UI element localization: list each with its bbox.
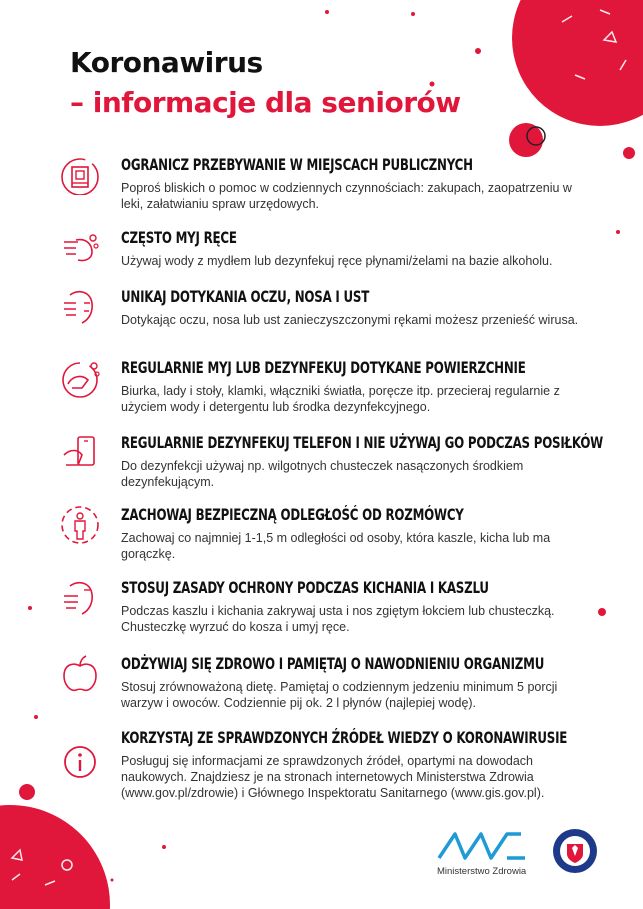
surface-disinfect-icon [60,358,100,398]
item-heading: ODŻYWIAJ SIĘ ZDROWO I PAMIĘTAJ O NAWODNIENIU ORGANIZMU [121,654,545,673]
sanitary-inspection-seal-icon [552,828,598,874]
item-body: Stosuj zrównoważoną dietę. Pamiętaj o codziennym jedzeniu minimum 5 porcji warzyw i owoców. Codziennie pij ok. 2 l płynów (najlepiej wodę). [121,680,558,710]
face-touch-icon [60,287,100,327]
item-heading: ZACHOWAJ BEZPIECZNĄ ODLEGŁOŚĆ OD ROZMÓWCY [121,505,464,524]
item-heading: KORZYSTAJ ZE SPRAWDZONYCH ŹRÓDEŁ WIEDZY O KORONAWIRUSIE [121,728,568,747]
ministry-name: Ministerstwo Zdrowia [437,866,527,877]
sneeze-icon [60,578,100,618]
info-icon [60,742,100,782]
item-body: Posługuj się informacjami ze sprawdzonych źródeł, opartymi na dowodach naukowych. Znajdziesz je na stronach internetowych Ministerstwa Zdrowia (www.gov.pl/zdrowie) i Głównego Inspektoratu Sanitarnego (www.gis.gov.pl). [121,754,545,800]
page-subtitle: – informacje dla seniorów [70,86,461,119]
item-heading: OGRANICZ PRZEBYWANIE W MIEJSCACH PUBLICZNYCH [121,155,473,174]
page-title: Koronawirus [70,46,263,79]
item-body: Zachowaj co najmniej 1-1,5 m odległości od osoby, która kaszle, kicha lub ma gorączkę. [121,531,551,561]
item-body: Podczas kaszlu i kichania zakrywaj usta i nos zgiętym łokciem lub chusteczką. Chusteczkę wyrzuć do kosza i umyj ręce. [121,604,555,634]
item-heading: REGULARNIE MYJ LUB DEZYNFEKUJ DOTYKANE POWIERZCHNIE [121,358,526,377]
apple-icon [60,654,100,694]
ministry-logo-icon [435,828,530,864]
item-body: Używaj wody z mydłem lub dezynfekuj ręce płynami/żelami na bazie alkoholu. [121,254,553,268]
item-body: Dotykając oczu, nosa lub ust zanieczyszczonymi rękami możesz przenieść wirusa. [121,313,579,327]
item-heading: REGULARNIE DEZYNFEKUJ TELEFON I NIE UŻYWAJ GO PODCZAS POSIŁKÓW [121,433,604,452]
item-heading: CZĘSTO MYJ RĘCE [121,228,237,247]
phone-disinfect-icon [60,433,100,473]
item-body: Do dezynfekcji używaj np. wilgotnych chusteczek nasączonych środkiem dezynfekującym. [121,459,524,489]
item-body: Poproś bliskich o pomoc w codziennych czynnościach: zakupach, zaopatrzeniu w leki, załatwianiu spraw urzędowych. [121,181,572,211]
item-body: Biurka, lady i stoły, klamki, włączniki światła, poręcze itp. przecieraj regularnie z użyciem wody i detergentu lub środka dezynfekcyjnego. [121,384,560,414]
item-heading: UNIKAJ DOTYKANIA OCZU, NOSA I UST [121,287,370,306]
item-heading: STOSUJ ZASADY OCHRONY PODCZAS KICHANIA I KASZLU [121,578,489,597]
hand-washing-icon [60,228,100,268]
distance-icon [60,505,100,545]
building-icon [60,155,100,195]
